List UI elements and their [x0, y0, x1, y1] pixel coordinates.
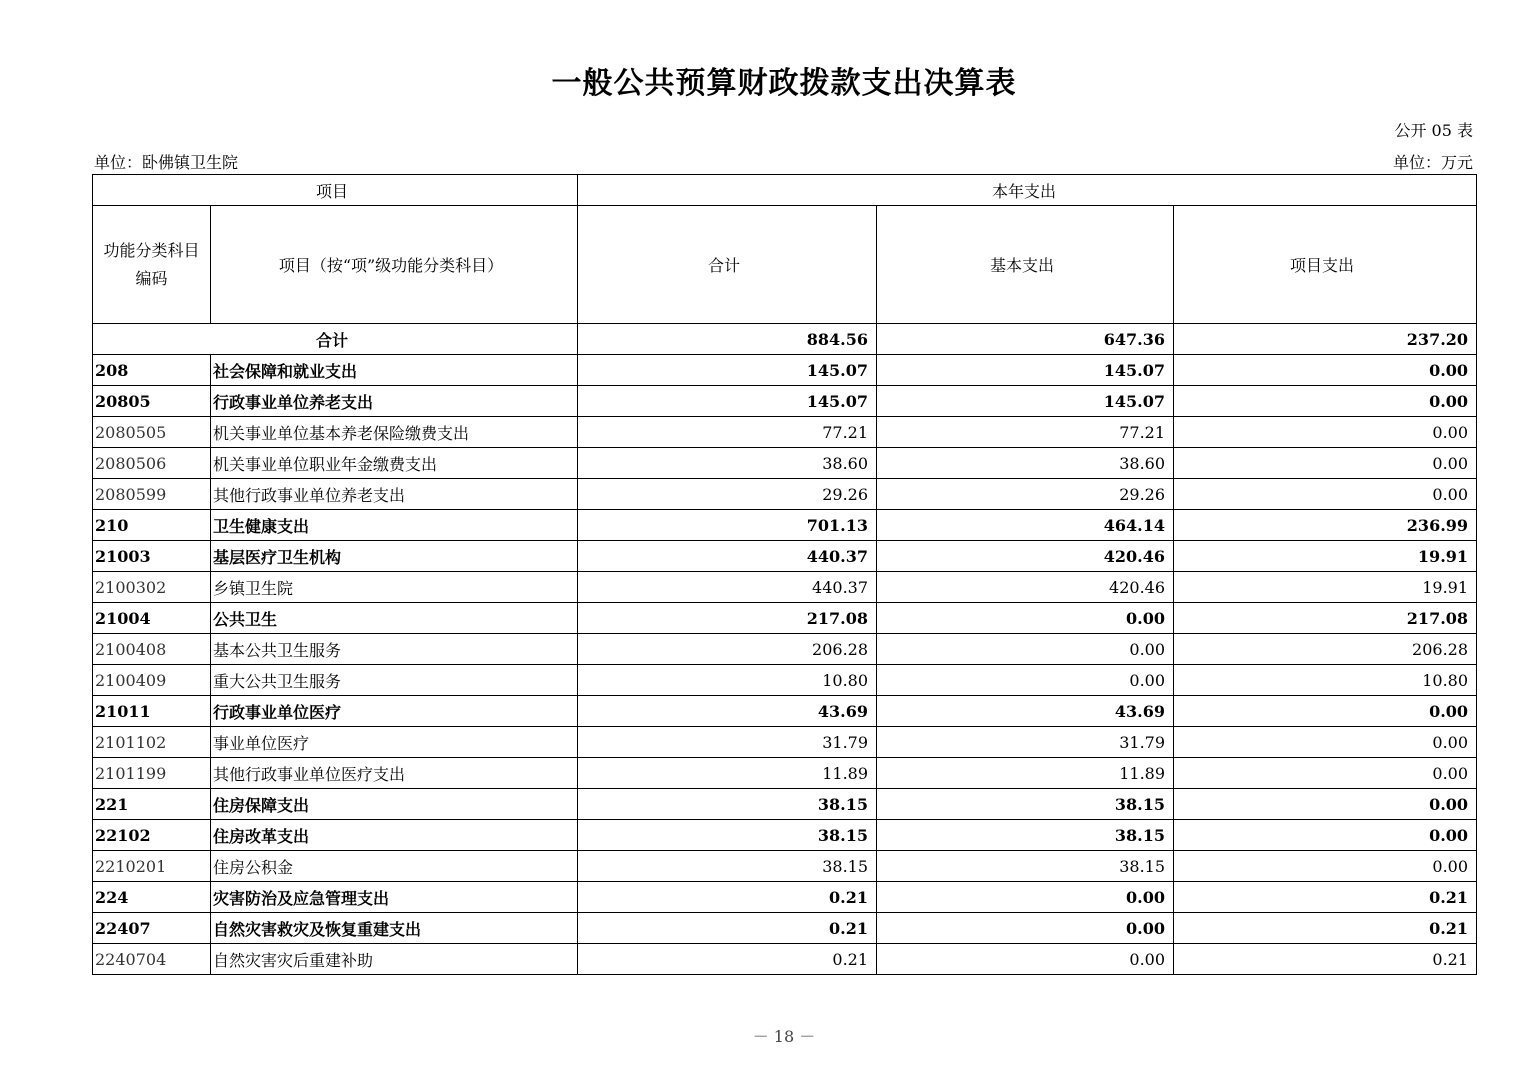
- row-total: 206.28: [578, 634, 877, 665]
- row-name: 乡镇卫生院: [211, 572, 578, 603]
- row-code: 22102: [93, 820, 211, 851]
- table-row: [93, 541, 1477, 572]
- row-name: 事业单位医疗: [211, 727, 578, 758]
- row-name: 住房保障支出: [211, 789, 578, 820]
- row-basic: 77.21: [877, 417, 1174, 448]
- row-total: 29.26: [578, 479, 877, 510]
- row-project: 0.00: [1174, 851, 1477, 882]
- row-total: 38.60: [578, 448, 877, 479]
- row-project: 0.00: [1174, 355, 1477, 386]
- row-project: 236.99: [1174, 510, 1477, 541]
- table-row: [93, 417, 1477, 448]
- row-name: 住房公积金: [211, 851, 578, 882]
- row-code: 2100408: [93, 634, 211, 665]
- row-project: 0.00: [1174, 386, 1477, 417]
- row-project: 0.00: [1174, 448, 1477, 479]
- table-row: [93, 665, 1477, 696]
- table-row: [93, 479, 1477, 510]
- form-number: 公开 05 表: [1394, 121, 1473, 140]
- row-name: 公共卫生: [211, 603, 578, 634]
- table-row: [93, 634, 1477, 665]
- row-name: 自然灾害灾后重建补助: [211, 944, 578, 975]
- row-code: 2080506: [93, 448, 211, 479]
- row-total: 217.08: [578, 603, 877, 634]
- row-code: 2100409: [93, 665, 211, 696]
- page-number: － 18 －: [752, 1027, 816, 1046]
- row-name: 基层医疗卫生机构: [211, 541, 578, 572]
- organization-unit: 单位：卧佛镇卫生院: [94, 153, 239, 172]
- row-total: 440.37: [578, 541, 877, 572]
- row-name: 机关事业单位基本养老保险缴费支出: [211, 417, 578, 448]
- row-project: 19.91: [1174, 541, 1477, 572]
- row-basic: 38.15: [877, 789, 1174, 820]
- row-basic: 464.14: [877, 510, 1174, 541]
- table-row: [93, 820, 1477, 851]
- row-basic: 0.00: [877, 944, 1174, 975]
- row-name: 机关事业单位职业年金缴费支出: [211, 448, 578, 479]
- row-code: 2101199: [93, 758, 211, 789]
- row-total: 38.15: [578, 851, 877, 882]
- total-row-project: 237.20: [1174, 324, 1477, 355]
- row-basic: 38.60: [877, 448, 1174, 479]
- table-row: [93, 851, 1477, 882]
- row-total: 145.07: [578, 386, 877, 417]
- header-code-col: 功能分类科目编码: [93, 206, 211, 324]
- row-code: 20805: [93, 386, 211, 417]
- row-project: 0.00: [1174, 417, 1477, 448]
- total-row-total: 884.56: [578, 324, 877, 355]
- header-row-group: [93, 175, 1477, 206]
- row-basic: 0.00: [877, 882, 1174, 913]
- total-row-basic: 647.36: [877, 324, 1174, 355]
- row-code: 2100302: [93, 572, 211, 603]
- header-name-col: 项目（按“项”级功能分类科目）: [211, 206, 578, 324]
- row-name: 基本公共卫生服务: [211, 634, 578, 665]
- total-row-label: 合计: [93, 324, 578, 355]
- header-row-columns: [93, 206, 1477, 324]
- table-row: [93, 758, 1477, 789]
- row-basic: 0.00: [877, 665, 1174, 696]
- row-total: 11.89: [578, 758, 877, 789]
- row-total: 0.21: [578, 913, 877, 944]
- table-row: [93, 944, 1477, 975]
- table-row: [93, 355, 1477, 386]
- row-name: 行政事业单位医疗: [211, 696, 578, 727]
- table-row: [93, 727, 1477, 758]
- row-project: 10.80: [1174, 665, 1477, 696]
- row-code: 208: [93, 355, 211, 386]
- row-basic: 0.00: [877, 913, 1174, 944]
- row-project: 0.00: [1174, 758, 1477, 789]
- row-project: 0.00: [1174, 727, 1477, 758]
- row-basic: 420.46: [877, 541, 1174, 572]
- total-row: [93, 324, 1477, 355]
- row-code: 221: [93, 789, 211, 820]
- row-name: 行政事业单位养老支出: [211, 386, 578, 417]
- row-code: 224: [93, 882, 211, 913]
- row-total: 145.07: [578, 355, 877, 386]
- row-basic: 11.89: [877, 758, 1174, 789]
- header-basic-col: 基本支出: [877, 206, 1174, 324]
- row-project: 19.91: [1174, 572, 1477, 603]
- row-total: 0.21: [578, 944, 877, 975]
- table-row: [93, 572, 1477, 603]
- row-code: 210: [93, 510, 211, 541]
- row-basic: 43.69: [877, 696, 1174, 727]
- row-total: 440.37: [578, 572, 877, 603]
- row-name: 其他行政事业单位医疗支出: [211, 758, 578, 789]
- row-name: 住房改革支出: [211, 820, 578, 851]
- row-name: 自然灾害救灾及恢复重建支出: [211, 913, 578, 944]
- row-project: 0.00: [1174, 820, 1477, 851]
- table-row: [93, 448, 1477, 479]
- row-total: 10.80: [578, 665, 877, 696]
- table-row: [93, 386, 1477, 417]
- row-basic: 38.15: [877, 820, 1174, 851]
- table-row: [93, 913, 1477, 944]
- row-total: 43.69: [578, 696, 877, 727]
- expenditure-table: [92, 174, 1477, 975]
- table-row: [93, 789, 1477, 820]
- currency-unit: 单位：万元: [1392, 153, 1473, 172]
- row-total: 31.79: [578, 727, 877, 758]
- row-basic: 145.07: [877, 386, 1174, 417]
- table-row: [93, 696, 1477, 727]
- row-code: 2080505: [93, 417, 211, 448]
- row-name: 重大公共卫生服务: [211, 665, 578, 696]
- row-basic: 29.26: [877, 479, 1174, 510]
- row-code: 22407: [93, 913, 211, 944]
- header-project-group: 项目: [93, 175, 578, 206]
- row-basic: 31.79: [877, 727, 1174, 758]
- table-row: [93, 603, 1477, 634]
- header-total-col: 合计: [578, 206, 877, 324]
- header-project-col: 项目支出: [1174, 206, 1477, 324]
- row-code: 21004: [93, 603, 211, 634]
- row-total: 77.21: [578, 417, 877, 448]
- row-code: 2101102: [93, 727, 211, 758]
- row-total: 38.15: [578, 789, 877, 820]
- page-title: 一般公共预算财政拨款支出决算表: [551, 66, 1017, 101]
- row-basic: 38.15: [877, 851, 1174, 882]
- row-project: 0.00: [1174, 479, 1477, 510]
- row-project: 0.00: [1174, 696, 1477, 727]
- row-basic: 145.07: [877, 355, 1174, 386]
- row-code: 2240704: [93, 944, 211, 975]
- row-project: 0.00: [1174, 789, 1477, 820]
- row-project: 206.28: [1174, 634, 1477, 665]
- row-project: 0.21: [1174, 944, 1477, 975]
- header-current-year-group: 本年支出: [578, 175, 1477, 206]
- table-row: [93, 882, 1477, 913]
- row-project: 217.08: [1174, 603, 1477, 634]
- row-basic: 0.00: [877, 634, 1174, 665]
- row-project: 0.21: [1174, 882, 1477, 913]
- row-project: 0.21: [1174, 913, 1477, 944]
- row-total: 0.21: [578, 882, 877, 913]
- row-total: 701.13: [578, 510, 877, 541]
- row-name: 其他行政事业单位养老支出: [211, 479, 578, 510]
- row-code: 2080599: [93, 479, 211, 510]
- row-name: 社会保障和就业支出: [211, 355, 578, 386]
- table-row: [93, 510, 1477, 541]
- row-basic: 420.46: [877, 572, 1174, 603]
- row-code: 21011: [93, 696, 211, 727]
- row-basic: 0.00: [877, 603, 1174, 634]
- row-total: 38.15: [578, 820, 877, 851]
- row-name: 卫生健康支出: [211, 510, 578, 541]
- row-code: 2210201: [93, 851, 211, 882]
- row-code: 21003: [93, 541, 211, 572]
- row-name: 灾害防治及应急管理支出: [211, 882, 578, 913]
